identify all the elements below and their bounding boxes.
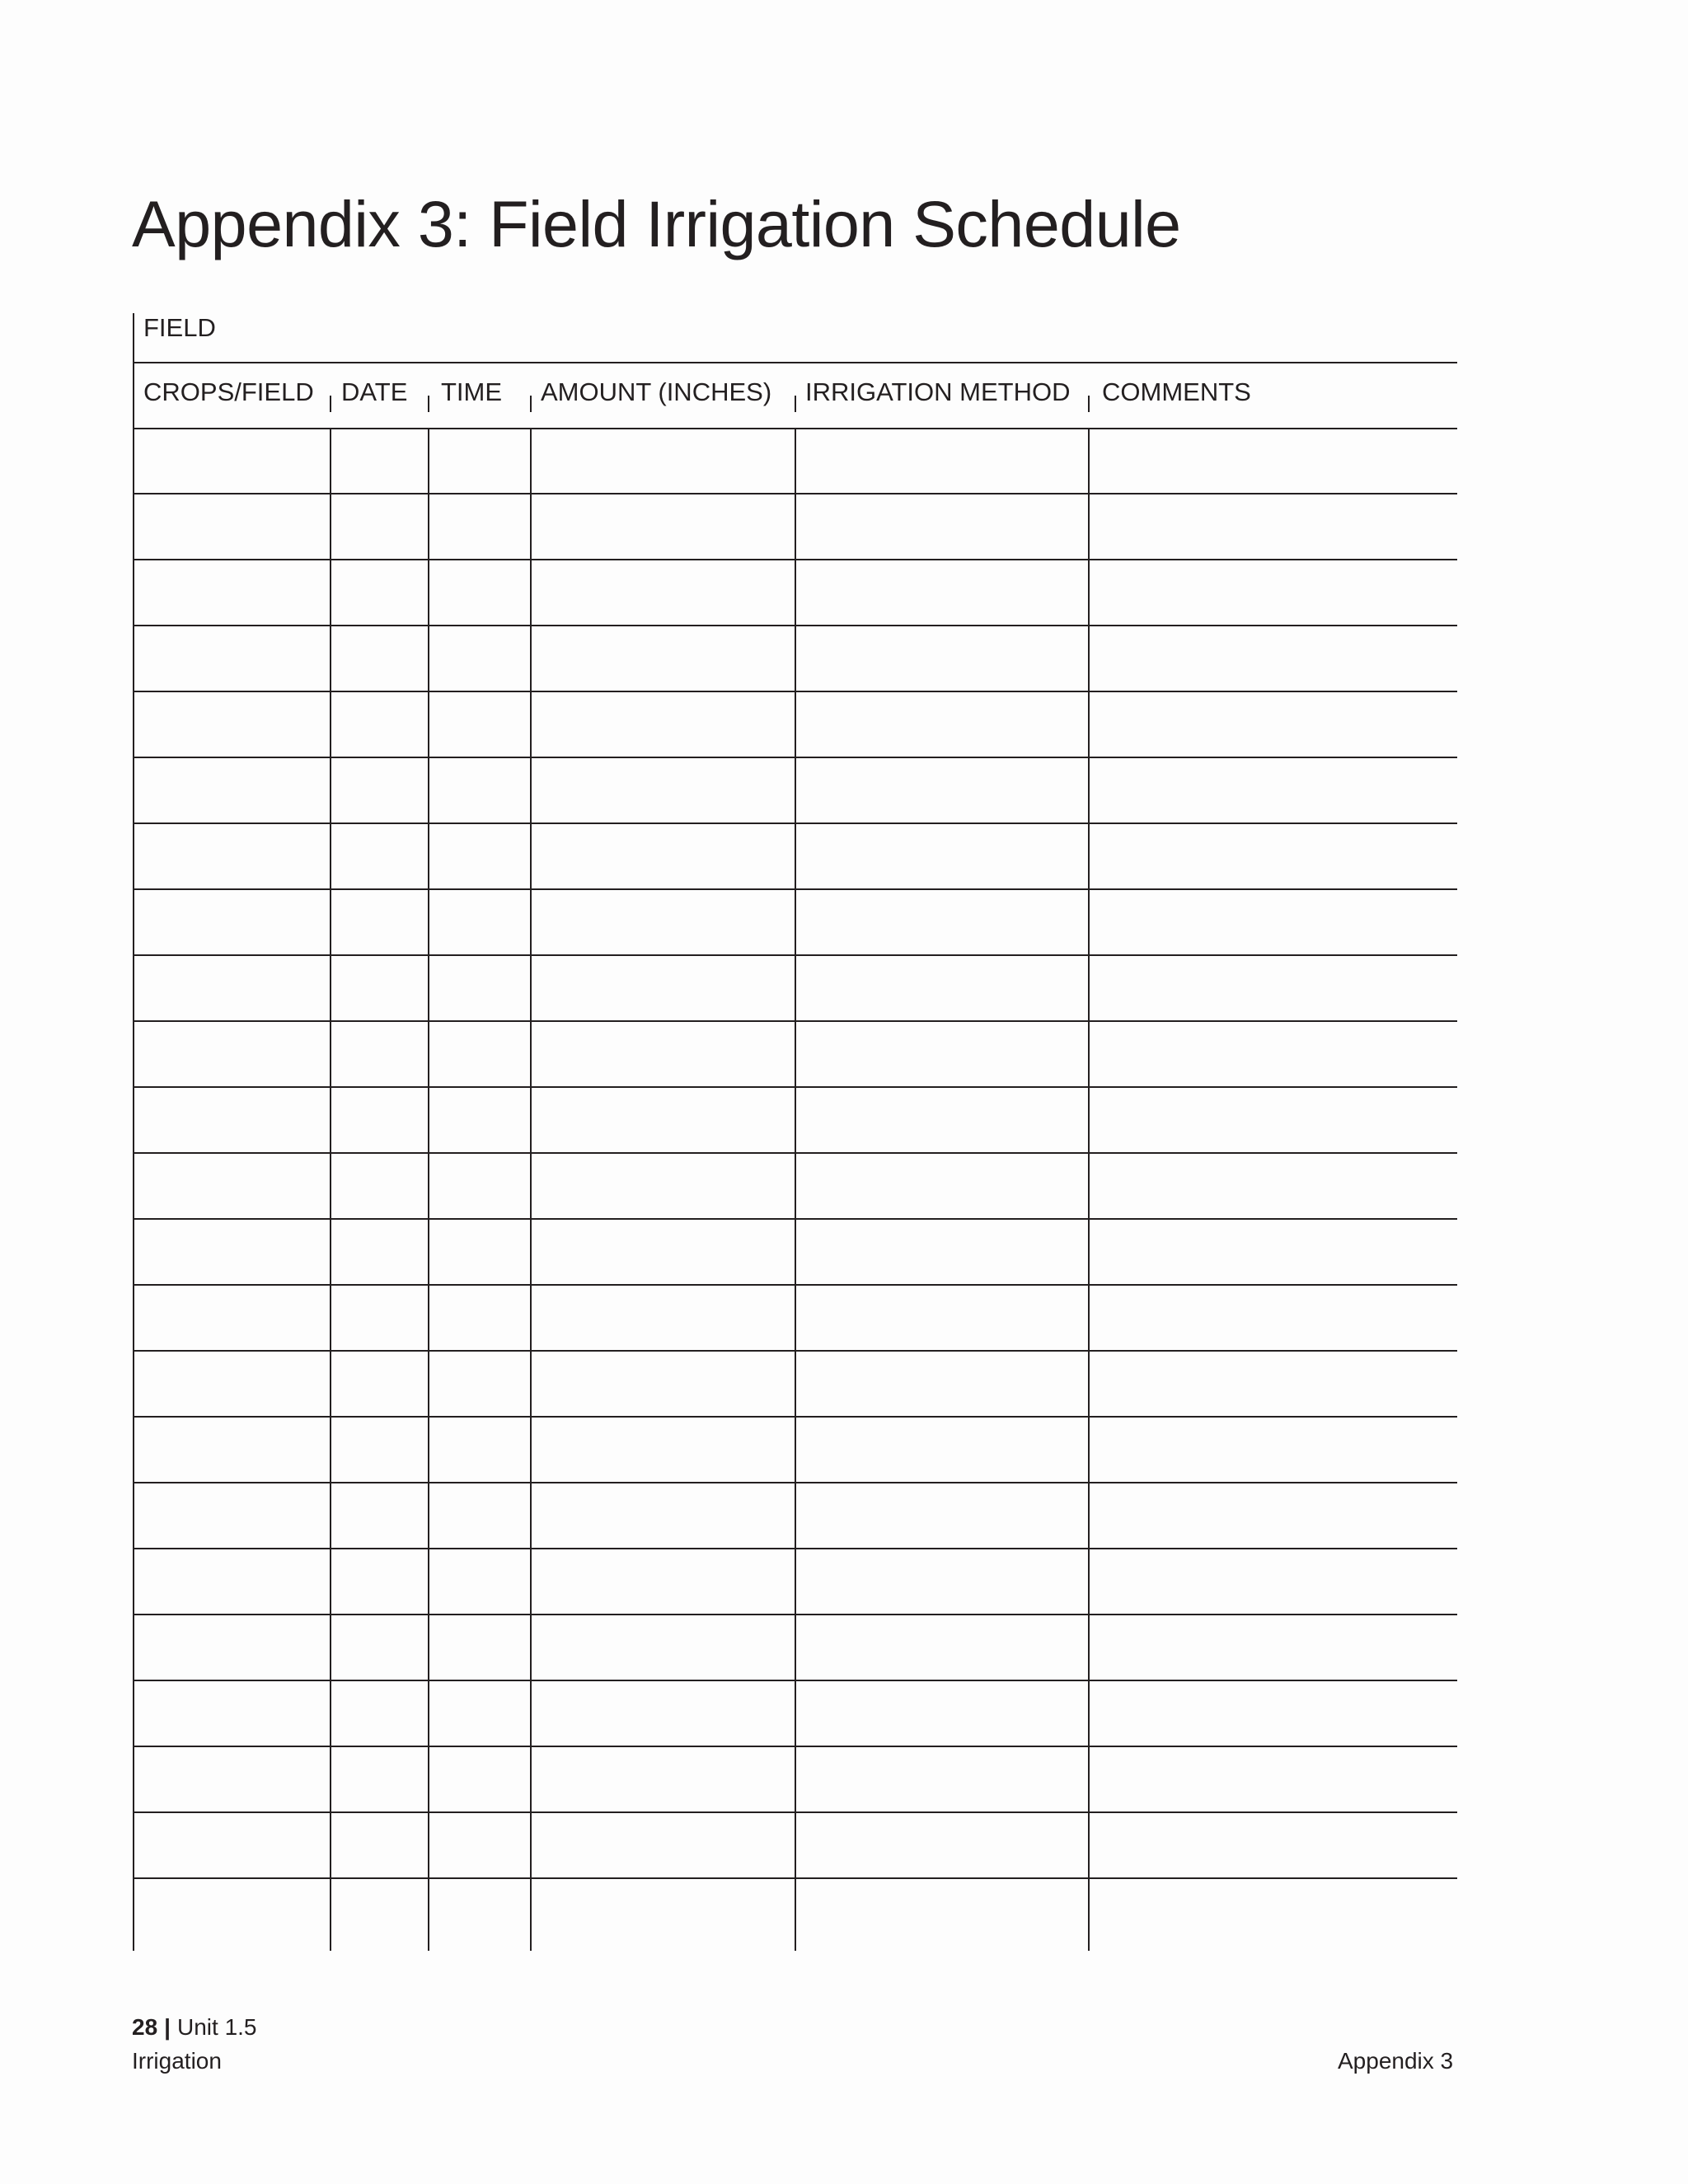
cell-crops-field[interactable] [133,758,331,823]
table-row [133,1022,1457,1088]
cell-date[interactable] [331,692,429,757]
cell-crops-field[interactable] [133,1615,331,1680]
cell-irrigation-method[interactable] [796,1615,1090,1680]
cell-time[interactable] [429,1088,532,1152]
table-row [133,758,1457,824]
cell-crops-field[interactable] [133,1088,331,1152]
footer-appendix-label: Appendix 3 [1338,2048,1454,2074]
cell-time[interactable] [429,1220,532,1284]
cell-irrigation-method[interactable] [796,1154,1090,1218]
cell-crops-field[interactable] [133,1813,331,1877]
table-row [133,1549,1457,1615]
table-row [133,560,1457,626]
cell-comments[interactable] [1090,956,1457,1020]
cell-comments[interactable] [1090,1088,1457,1152]
cell-amount[interactable] [532,890,796,954]
cell-crops-field[interactable] [133,692,331,757]
cell-comments[interactable] [1090,494,1457,559]
table-row [133,1220,1457,1286]
cell-irrigation-method[interactable] [796,429,1090,493]
cell-crops-field[interactable] [133,429,331,493]
cell-irrigation-method[interactable] [796,494,1090,559]
column-header-date: DATE [341,377,408,406]
cell-comments[interactable] [1090,1154,1457,1218]
cell-comments[interactable] [1090,1022,1457,1086]
cell-time[interactable] [429,494,532,559]
row-divider [133,1877,1457,1879]
cell-date[interactable] [331,1286,429,1350]
footer-page-info [132,2011,257,2044]
cell-date[interactable] [331,890,429,954]
cell-comments[interactable] [1090,1418,1457,1482]
cell-date[interactable] [331,429,429,493]
cell-amount[interactable] [532,1352,796,1416]
cell-crops-field[interactable] [133,890,331,954]
table-row [133,890,1457,956]
table-row [133,1747,1457,1813]
cell-comments[interactable] [1090,692,1457,757]
cell-amount[interactable] [532,494,796,559]
column-header-time: TIME [441,377,503,406]
table-row [133,429,1457,494]
cell-amount[interactable] [532,1154,796,1218]
cell-amount[interactable] [532,626,796,691]
footer-separator: | [164,2014,171,2040]
cell-crops-field[interactable] [133,824,331,888]
cell-irrigation-method[interactable] [796,1088,1090,1152]
cell-date[interactable] [331,1022,429,1086]
irrigation-schedule-form [133,313,1457,1951]
cell-crops-field[interactable] [133,560,331,625]
table-row [133,1418,1457,1483]
cell-date[interactable] [331,1088,429,1152]
table-row [133,626,1457,692]
cell-amount[interactable] [532,1681,796,1746]
cell-comments[interactable] [1090,626,1457,691]
cell-time[interactable] [429,1615,532,1680]
table-row [133,1286,1457,1352]
cell-crops-field[interactable] [133,1352,331,1416]
cell-date[interactable] [331,1220,429,1284]
cell-amount[interactable] [532,1088,796,1152]
cell-date[interactable] [331,560,429,625]
column-header-irrigation-method: IRRIGATION METHOD [805,377,1071,406]
cell-date[interactable] [331,1549,429,1614]
cell-comments[interactable] [1090,890,1457,954]
cell-irrigation-method[interactable] [796,560,1090,625]
cell-crops-field[interactable] [133,956,331,1020]
cell-time[interactable] [429,1549,532,1614]
cell-comments[interactable] [1090,560,1457,625]
cell-amount[interactable] [532,1418,796,1482]
cell-time[interactable] [429,1154,532,1218]
cell-time[interactable] [429,1747,532,1811]
cell-amount[interactable] [532,1615,796,1680]
cell-amount[interactable] [532,429,796,493]
cell-amount[interactable] [532,956,796,1020]
table-row [133,1681,1457,1747]
cell-amount[interactable] [532,560,796,625]
schedule-rows [133,429,1457,1879]
footer-section: Irrigation [132,2048,222,2074]
cell-irrigation-method[interactable] [796,1681,1090,1746]
cell-crops-field[interactable] [133,1154,331,1218]
cell-comments[interactable] [1090,429,1457,493]
cell-crops-field[interactable] [133,1549,331,1614]
cell-comments[interactable] [1090,1747,1457,1811]
cell-crops-field[interactable] [133,626,331,691]
cell-crops-field[interactable] [133,1681,331,1746]
cell-time[interactable] [429,1681,532,1746]
cell-time[interactable] [429,692,532,757]
cell-crops-field[interactable] [133,1286,331,1350]
unit-label: Unit 1.5 [177,2014,257,2040]
table-row [133,1813,1457,1879]
column-header-amount: AMOUNT (INCHES) [541,377,772,406]
cell-irrigation-method[interactable] [796,1747,1090,1811]
cell-amount[interactable] [532,758,796,823]
cell-irrigation-method[interactable] [796,1022,1090,1086]
cell-date[interactable] [331,956,429,1020]
cell-comments[interactable] [1090,758,1457,823]
cell-irrigation-method[interactable] [796,1813,1090,1877]
cell-date[interactable] [331,758,429,823]
cell-crops-field[interactable] [133,1747,331,1811]
cell-amount[interactable] [532,1747,796,1811]
cell-amount[interactable] [532,692,796,757]
cell-date[interactable] [331,1154,429,1218]
cell-crops-field[interactable] [133,1418,331,1482]
table-row [133,1154,1457,1220]
header-tick-1 [330,396,331,412]
cell-time[interactable] [429,1483,532,1548]
cell-date[interactable] [331,1418,429,1482]
cell-comments[interactable] [1090,1483,1457,1548]
cell-amount[interactable] [532,824,796,888]
cell-date[interactable] [331,824,429,888]
cell-amount[interactable] [532,1483,796,1548]
cell-amount[interactable] [532,1549,796,1614]
header-tick-3 [530,396,532,412]
header-tick-4 [795,396,796,412]
cell-date[interactable] [331,626,429,691]
cell-irrigation-method[interactable] [796,692,1090,757]
table-row [133,1615,1457,1681]
cell-crops-field[interactable] [133,1220,331,1284]
cell-time[interactable] [429,429,532,493]
page-number: 28 [132,2014,158,2040]
table-row [133,956,1457,1022]
cell-irrigation-method[interactable] [796,1220,1090,1284]
cell-date[interactable] [331,1352,429,1416]
cell-date[interactable] [331,1483,429,1548]
cell-amount[interactable] [532,1022,796,1086]
cell-date[interactable] [331,1747,429,1811]
cell-time[interactable] [429,890,532,954]
cell-irrigation-method[interactable] [796,626,1090,691]
cell-comments[interactable] [1090,1220,1457,1284]
field-row-divider [133,362,1457,363]
cell-time[interactable] [429,956,532,1020]
cell-crops-field[interactable] [133,1022,331,1086]
cell-amount[interactable] [532,1813,796,1877]
cell-time[interactable] [429,1813,532,1877]
cell-date[interactable] [331,1813,429,1877]
cell-comments[interactable] [1090,1615,1457,1680]
cell-time[interactable] [429,560,532,625]
cell-comments[interactable] [1090,1681,1457,1746]
cell-comments[interactable] [1090,1549,1457,1614]
cell-time[interactable] [429,1352,532,1416]
field-label: FIELD [143,313,216,342]
table-row [133,824,1457,890]
cell-irrigation-method[interactable] [796,824,1090,888]
cell-time[interactable] [429,824,532,888]
cell-crops-field[interactable] [133,494,331,559]
cell-irrigation-method[interactable] [796,956,1090,1020]
table-row [133,692,1457,758]
cell-irrigation-method[interactable] [796,1286,1090,1350]
table-row [133,1088,1457,1154]
cell-time[interactable] [429,758,532,823]
page-title: Appendix 3: Field Irrigation Schedule [132,187,1181,260]
cell-irrigation-method[interactable] [796,890,1090,954]
cell-comments[interactable] [1090,1813,1457,1877]
cell-date[interactable] [331,494,429,559]
column-header-crops-field: CROPS/FIELD [143,377,314,406]
header-tick-5 [1088,396,1090,412]
cell-irrigation-method[interactable] [796,1483,1090,1548]
table-row [133,494,1457,560]
cell-comments[interactable] [1090,824,1457,888]
cell-irrigation-method[interactable] [796,1352,1090,1416]
cell-time[interactable] [429,1286,532,1350]
cell-irrigation-method[interactable] [796,1418,1090,1482]
cell-crops-field[interactable] [133,1483,331,1548]
cell-time[interactable] [429,626,532,691]
cell-amount[interactable] [532,1220,796,1284]
header-tick-2 [428,396,429,412]
cell-date[interactable] [331,1615,429,1680]
table-row [133,1352,1457,1418]
cell-irrigation-method[interactable] [796,758,1090,823]
table-row [133,1483,1457,1549]
column-header-comments: COMMENTS [1102,377,1251,406]
cell-time[interactable] [429,1418,532,1482]
cell-date[interactable] [331,1681,429,1746]
cell-time[interactable] [429,1022,532,1086]
cell-comments[interactable] [1090,1352,1457,1416]
cell-amount[interactable] [532,1286,796,1350]
cell-comments[interactable] [1090,1286,1457,1350]
cell-irrigation-method[interactable] [796,1549,1090,1614]
